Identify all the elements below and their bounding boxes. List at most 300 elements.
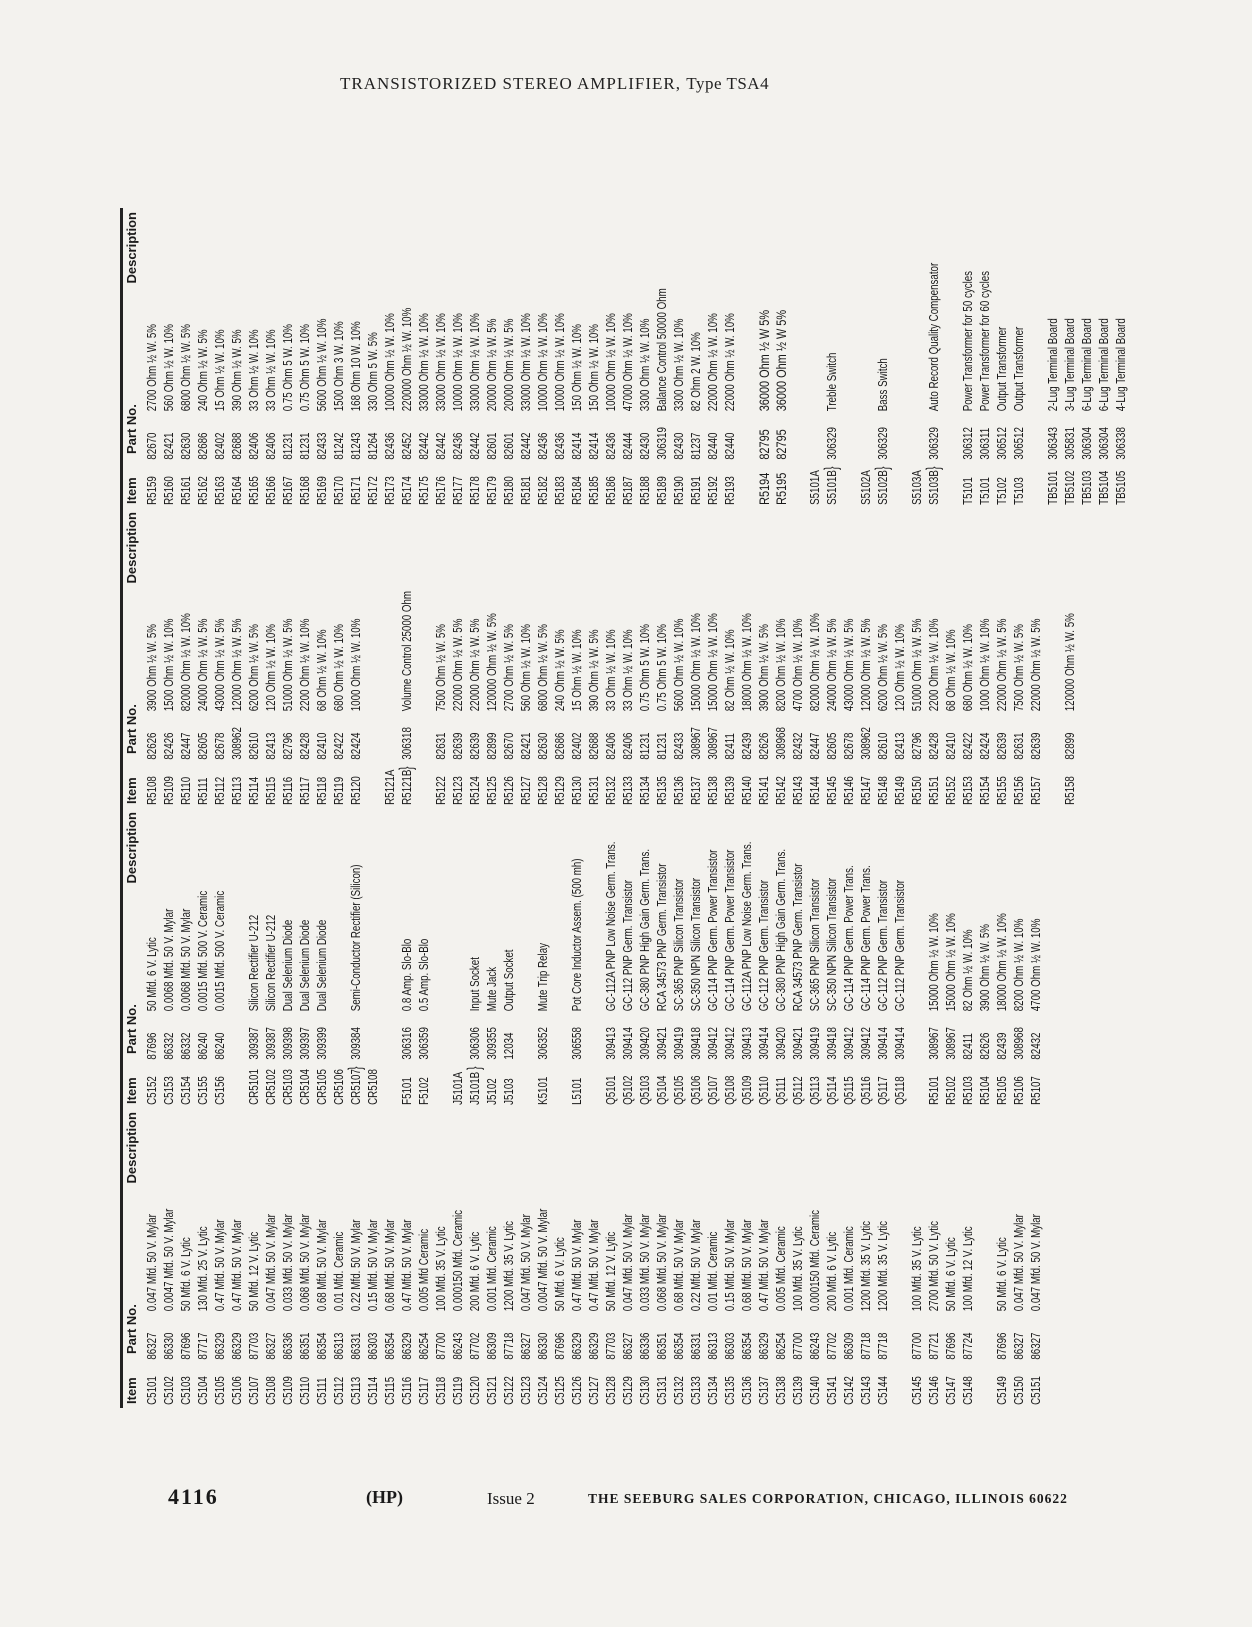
- part-description: 6800 Ohm ½ W. 5%: [536, 624, 550, 712]
- part-description: 240 Ohm ½ W. 5%: [196, 329, 210, 412]
- part-number: 82426: [162, 732, 176, 760]
- table-row: [739, 1108, 756, 1408]
- parts-list-table: [120, 208, 1130, 1408]
- table-row: [858, 208, 875, 508]
- part-description: 1200 Mfd. 35 V. Lytic: [876, 1220, 890, 1312]
- table-row: [1045, 208, 1062, 508]
- item-number: C5156: [213, 1076, 227, 1105]
- part-description: 0.68 Mfd. 50 V. Mylar: [383, 1219, 397, 1312]
- table-row: [926, 1108, 943, 1408]
- part-description: 0.033 Mfd. 50 V. Mylar: [638, 1214, 652, 1312]
- item-number: TB5101: [1046, 470, 1060, 505]
- table-row: [671, 208, 688, 508]
- part-description: 0.22 Mfd. 50 V. Mylar: [689, 1219, 703, 1312]
- part-number: 81231: [655, 732, 669, 760]
- part-number: 306329: [825, 427, 839, 460]
- item-number: C5129: [621, 1376, 635, 1405]
- part-description: 0.0015 Mfd. 500 V. Ceramic: [213, 890, 227, 1012]
- item-number: C5141: [825, 1376, 839, 1405]
- item-number: R5182: [536, 476, 550, 505]
- item-number: C5133: [689, 1376, 703, 1405]
- table-row: [416, 1108, 433, 1408]
- item-number: C5144: [876, 1376, 890, 1405]
- part-description: 0.000150 Mfd. Ceramic: [451, 1209, 465, 1312]
- table-row: [821, 208, 841, 508]
- item-number: Q5103: [638, 1075, 652, 1105]
- item-number: R5159: [145, 476, 159, 505]
- part-number: 86330: [536, 1332, 550, 1360]
- part-number: 309355: [485, 1027, 499, 1060]
- part-description: Semi-Conductor Rectifier (Silicon): [349, 864, 363, 1012]
- part-description: 0.01 Mfd. Ceramic: [332, 1231, 346, 1312]
- part-number: 309414: [757, 1027, 771, 1060]
- item-number: R5138: [706, 776, 720, 805]
- table-row: [195, 208, 212, 508]
- part-description: SC-365 PNP Silicon Transistor: [808, 878, 822, 1012]
- table-row: [280, 1108, 297, 1408]
- part-number: 309412: [706, 1027, 720, 1060]
- table-row: [875, 808, 892, 1108]
- table-row: [841, 508, 858, 808]
- part-description: 68 Ohm ½ W. 10%: [315, 629, 329, 712]
- table-row: [586, 508, 603, 808]
- part-number: 82428: [927, 732, 941, 760]
- part-number: 306512: [1012, 427, 1026, 460]
- item-number: TB5103: [1080, 470, 1094, 505]
- part-number: 82436: [383, 432, 397, 460]
- header-description: Description: [124, 812, 139, 884]
- grouping-brace: }: [345, 1066, 365, 1070]
- table-row: [297, 1108, 314, 1408]
- item-number: C5116: [400, 1376, 414, 1405]
- table-row: [923, 208, 943, 508]
- item-number: R5119: [332, 776, 346, 805]
- table-row: [297, 208, 314, 508]
- part-number: 309419: [808, 1027, 822, 1060]
- table-row: [280, 208, 297, 508]
- item-number: R5184: [570, 476, 584, 505]
- part-description: 8200 Ohm ½ W. 10%: [1012, 918, 1026, 1012]
- part-number: 82626: [145, 732, 159, 760]
- table-row: [909, 1108, 926, 1408]
- part-description: 0.5 Amp. Slo-Blo: [417, 938, 431, 1012]
- table-row: [620, 508, 637, 808]
- part-description: Output Transformer: [1012, 326, 1026, 412]
- item-number: C5139: [791, 1376, 805, 1405]
- part-description: Pot Core Inductor Assem. (500 mh): [570, 858, 584, 1012]
- part-number: 86329: [230, 1332, 244, 1360]
- item-number: R5165: [247, 476, 261, 505]
- item-number: K5101: [536, 1076, 550, 1105]
- part-description: 15000 Ohm ½ W. 10%: [706, 613, 720, 712]
- part-number: 309412: [859, 1027, 873, 1060]
- parts-column-2: [122, 808, 1122, 1108]
- item-number: R5147: [859, 776, 873, 805]
- item-number: F5102: [417, 1077, 431, 1105]
- part-number: 86336: [281, 1332, 295, 1360]
- part-number: 87702: [468, 1332, 482, 1360]
- part-number: 82402: [213, 432, 227, 460]
- item-number: CR5102: [264, 1069, 278, 1105]
- table-row: [518, 1108, 535, 1408]
- table-row: [382, 1108, 399, 1408]
- item-number: C5132: [672, 1376, 686, 1405]
- item-number: Q5106: [689, 1075, 703, 1105]
- header-item: Item: [124, 777, 139, 804]
- table-row: [178, 208, 195, 508]
- part-description: 330 Ohm 5 W. 5%: [366, 332, 380, 412]
- item-number: C5143: [859, 1376, 873, 1405]
- part-description: 0.047 Mfd. 50 V. Mylar: [145, 1214, 159, 1312]
- item-number: C5104: [196, 1376, 210, 1405]
- part-description: 0.47 Mfd. 50 V. Mylar: [400, 1219, 414, 1312]
- item-number: R5170: [332, 476, 346, 505]
- item-number: Q5107: [706, 1075, 720, 1105]
- part-description: 15000 Ohm ½ W. 10%: [944, 913, 958, 1012]
- part-description: 82000 Ohm ½ W. 10%: [179, 613, 193, 712]
- part-description: 18000 Ohm ½ W. 10%: [740, 613, 754, 712]
- part-description: 43000 Ohm ½ W. 5%: [842, 618, 856, 712]
- item-number: Q5111: [774, 1077, 788, 1105]
- part-number: 86254: [774, 1332, 788, 1360]
- table-row: [467, 1108, 484, 1408]
- part-number: 82631: [434, 732, 448, 760]
- part-description: 43000 Ohm ½ W. 5%: [213, 618, 227, 712]
- part-number: 306312: [961, 427, 975, 460]
- part-number: 309421: [791, 1027, 805, 1060]
- item-number: R5123: [451, 776, 465, 805]
- part-number: 87721: [927, 1332, 941, 1360]
- table-row: [960, 808, 977, 1108]
- item-number: R5157: [1029, 776, 1043, 805]
- part-description: 0.15 Mfd. 50 V. Mylar: [723, 1219, 737, 1312]
- item-number: R5160: [162, 476, 176, 505]
- table-row: [396, 508, 416, 808]
- part-number: 82796: [281, 732, 295, 760]
- part-description: GC-112 PNP Germ. Transistor: [893, 879, 907, 1012]
- item-number: S5103B: [927, 470, 941, 505]
- item-number: C5109: [281, 1376, 295, 1405]
- part-number: 82630: [536, 732, 550, 760]
- item-number: C5112: [332, 1376, 346, 1405]
- table-row: [977, 508, 994, 808]
- part-number: 309420: [638, 1027, 652, 1060]
- table-row: [1028, 508, 1045, 808]
- item-number: S5101B: [825, 470, 839, 505]
- item-number: R5152: [944, 776, 958, 805]
- part-number: 82688: [587, 732, 601, 760]
- table-row: [382, 508, 399, 808]
- item-number: C5145: [910, 1376, 924, 1405]
- header-part-no: Part No.: [124, 704, 139, 754]
- item-number: R5189: [655, 476, 669, 505]
- table-row: [212, 508, 229, 808]
- table-row: [909, 208, 926, 508]
- part-number: 81231: [298, 432, 312, 460]
- table-row: [688, 208, 705, 508]
- part-description: 7500 Ohm ½ W. 5%: [434, 624, 448, 712]
- part-number: 86313: [332, 1332, 346, 1360]
- table-row: [824, 1108, 841, 1408]
- table-row: [161, 208, 178, 508]
- part-number: 86332: [179, 1032, 193, 1060]
- table-row: [977, 808, 994, 1108]
- part-description: 2700 Ohm ½ W. 5%: [145, 324, 159, 412]
- table-row: [348, 1108, 365, 1408]
- part-description: 0.47 Mfd. 50 V. Mylar: [213, 1219, 227, 1312]
- part-number: 308967: [927, 1027, 941, 1060]
- part-description: 10000 Ohm ½ W. 10%: [604, 313, 618, 412]
- part-number: 82686: [196, 432, 210, 460]
- part-number: 82414: [587, 432, 601, 460]
- table-row: [212, 808, 229, 1108]
- item-number: J5101B: [468, 1071, 482, 1105]
- part-number: 82411: [723, 733, 737, 760]
- part-description: Output Socket: [502, 949, 516, 1012]
- part-number: 308967: [689, 727, 703, 760]
- part-number: 82447: [808, 732, 822, 760]
- table-row: [688, 508, 705, 808]
- table-row: [790, 1108, 807, 1408]
- item-number: C5123: [519, 1376, 533, 1405]
- item-number: C5142: [842, 1376, 856, 1405]
- part-number: 86336: [638, 1332, 652, 1360]
- part-description: 3300 Ohm ½ W. 10%: [638, 318, 652, 412]
- item-number: R5104: [978, 1076, 992, 1105]
- item-number: Q5112: [791, 1076, 805, 1105]
- part-number: 306304: [1080, 427, 1094, 460]
- table-row: [552, 508, 569, 808]
- item-number: R5154: [978, 776, 992, 805]
- item-number: Q5105: [672, 1075, 686, 1105]
- part-number: 82678: [213, 732, 227, 760]
- item-number: R5110: [179, 776, 193, 805]
- part-number: 86354: [740, 1332, 754, 1360]
- title-type: Type TSA4: [686, 74, 770, 93]
- item-number: R5136: [672, 776, 686, 805]
- part-number: 309414: [621, 1027, 635, 1060]
- part-number: 86327: [621, 1332, 635, 1360]
- table-row: [1062, 208, 1079, 508]
- part-description: GC-112A PNP Low Noise Germ. Trans.: [740, 841, 754, 1012]
- table-row: [756, 808, 773, 1108]
- part-number: 82406: [604, 732, 618, 760]
- item-number: C5127: [587, 1376, 601, 1405]
- page-title: [340, 74, 769, 94]
- part-description: 6-Lug Terminal Board: [1080, 318, 1094, 412]
- table-row: [671, 808, 688, 1108]
- table-row: [960, 208, 977, 508]
- part-description: Power Transformer for 50 cycles: [961, 270, 975, 412]
- part-description: 51000 Ohm ½ W. 5%: [281, 618, 295, 712]
- item-number: T5101: [978, 477, 992, 505]
- item-number: C5155: [196, 1076, 210, 1105]
- part-description: 100 Mfd. 35 V. Lytic: [434, 1226, 448, 1312]
- part-description: 560 Ohm ½ W. 10%: [519, 624, 533, 712]
- item-number: R5131: [587, 776, 601, 805]
- table-row: [535, 508, 552, 808]
- part-number: 308968: [774, 727, 788, 760]
- table-row: [195, 1108, 212, 1408]
- part-number: 81231: [281, 432, 295, 460]
- part-number: 309419: [672, 1027, 686, 1060]
- part-description: 120 Ohm ½ W. 10%: [264, 624, 278, 712]
- part-number: 309418: [825, 1027, 839, 1060]
- issue-label: Issue 2: [487, 1489, 535, 1508]
- part-description: 0.0047 Mfd. 50 V. Mylar: [536, 1208, 550, 1312]
- item-number: R5185: [587, 476, 601, 505]
- table-row: [348, 208, 365, 508]
- part-description: 20000 Ohm ½ W. 5%: [485, 318, 499, 412]
- part-number: 82442: [434, 432, 448, 460]
- part-number: 12034: [502, 1032, 516, 1060]
- part-description: 5600 Ohm ½ W. 10%: [315, 318, 329, 412]
- table-row: [1011, 508, 1028, 808]
- part-number: 82601: [502, 432, 516, 460]
- part-description: 0.047 Mfd. 50 V. Mylar: [264, 1214, 278, 1312]
- table-row: [161, 808, 178, 1108]
- part-number: 82639: [451, 732, 465, 760]
- part-number: 309397: [298, 1027, 312, 1060]
- item-number: Q5116: [859, 1076, 873, 1105]
- part-description: 0.033 Mfd. 50 V. Mylar: [281, 1214, 295, 1312]
- part-description: Output Transformer: [995, 326, 1009, 412]
- table-row: [807, 808, 824, 1108]
- part-description: 22000 Ohm ½ W. 5%: [1029, 618, 1043, 712]
- table-row: [1011, 208, 1028, 508]
- part-number: 81237: [689, 432, 703, 460]
- part-description: 150 Ohm ½ W. 10%: [570, 324, 584, 412]
- table-row: [637, 808, 654, 1108]
- item-number: R5140: [740, 776, 754, 805]
- part-description: 33000 Ohm ½ W. 10%: [434, 313, 448, 412]
- part-number: 306304: [1097, 427, 1111, 460]
- part-number: 86240: [196, 1032, 210, 1060]
- part-number: 309399: [315, 1027, 329, 1060]
- part-number: 309413: [740, 1027, 754, 1060]
- part-description: 0.75 Ohm 5 W. 10%: [298, 324, 312, 412]
- part-number: 87718: [859, 1332, 873, 1360]
- table-row: [178, 508, 195, 808]
- item-number: Q5109: [740, 1075, 754, 1105]
- item-number: R5116: [281, 776, 295, 805]
- table-row: [552, 208, 569, 508]
- part-number: 82436: [451, 432, 465, 460]
- item-number: C5137: [757, 1376, 771, 1405]
- table-row: [161, 508, 178, 808]
- part-description: RCA 34573 PNP Germ. Transistor: [791, 863, 805, 1012]
- part-number: 86327: [145, 1332, 159, 1360]
- part-description: 24000 Ohm ½ W. 5%: [825, 618, 839, 712]
- item-number: R5134: [638, 776, 652, 805]
- part-description: 3900 Ohm ½ W. 5%: [978, 924, 992, 1012]
- part-description: 0.068 Mfd. 50 V. Mylar: [655, 1214, 669, 1312]
- item-number: R5192: [706, 476, 720, 505]
- item-number: R5190: [672, 476, 686, 505]
- part-number: 86309: [842, 1332, 856, 1360]
- item-number: C5103: [179, 1376, 193, 1405]
- part-description: 0.47 Mfd. 50 V. Mylar: [570, 1219, 584, 1312]
- table-row: [943, 508, 960, 808]
- header-part-no: Part No.: [124, 1304, 139, 1354]
- item-number: R5176: [434, 476, 448, 505]
- part-number: 305831: [1063, 427, 1077, 460]
- part-description: 130 Mfd. 25 V. Lytic: [196, 1226, 210, 1312]
- table-row: [484, 208, 501, 508]
- table-row: [246, 1108, 263, 1408]
- part-number: 82414: [570, 432, 584, 460]
- part-number: 87696: [995, 1332, 1009, 1360]
- part-number: 309387: [264, 1027, 278, 1060]
- grouping-brace: }: [923, 466, 943, 470]
- part-description: Balance Control 50000 Ohm: [655, 288, 669, 412]
- part-description: 10000 Ohm ½ W. 10%: [451, 313, 465, 412]
- table-row: [841, 1108, 858, 1408]
- part-number: 82626: [978, 1032, 992, 1060]
- table-row: [280, 508, 297, 808]
- part-description: 3300 Ohm ½ W. 10%: [672, 318, 686, 412]
- part-description: 0.001 Mfd. Ceramic: [485, 1226, 499, 1312]
- item-number: R5117: [298, 776, 312, 805]
- part-description: 0.8 Amp. Slo-Blo: [400, 938, 414, 1012]
- item-number: R5108: [145, 776, 159, 805]
- table-row: [722, 1108, 739, 1408]
- item-number: T5102: [995, 477, 1009, 505]
- table-row: [586, 1108, 603, 1408]
- table-row: [620, 808, 637, 1108]
- part-description: 0.068 Mfd. 50 V. Mylar: [298, 1214, 312, 1312]
- part-number: 82899: [485, 732, 499, 760]
- item-number: C5120: [468, 1376, 482, 1405]
- part-number: 87700: [791, 1332, 805, 1360]
- part-number: 82421: [162, 432, 176, 460]
- item-number: R5109: [162, 776, 176, 805]
- part-number: 86354: [672, 1332, 686, 1360]
- table-row: [144, 808, 161, 1108]
- part-description: 100 Mfd. 35 V. Lytic: [791, 1226, 805, 1312]
- part-number: 82413: [264, 732, 278, 760]
- part-number: 82421: [519, 732, 533, 760]
- item-number: C5124: [536, 1376, 550, 1405]
- part-number: 82601: [485, 432, 499, 460]
- item-number: R5181: [519, 476, 533, 505]
- part-number: 82410: [315, 732, 329, 760]
- header-description: Description: [124, 212, 139, 284]
- table-row: [654, 808, 671, 1108]
- table-row: [926, 508, 943, 808]
- table-row: [365, 1108, 382, 1408]
- part-number: 86354: [383, 1332, 397, 1360]
- part-description: 0.001 Mfd. Ceramic: [842, 1226, 856, 1312]
- part-description: 680 Ohm ½ W. 10%: [961, 624, 975, 712]
- item-number: R5146: [842, 776, 856, 805]
- part-number: 82796: [910, 732, 924, 760]
- table-row: [501, 1108, 518, 1408]
- item-number: R5162: [196, 476, 210, 505]
- item-number: R5103: [961, 1076, 975, 1105]
- part-description: 10000 Ohm ½ W. 10%: [553, 313, 567, 412]
- part-number: 87703: [604, 1332, 618, 1360]
- part-description: 150 Ohm ½ W. 10%: [587, 324, 601, 412]
- item-number: C5121: [485, 1376, 499, 1405]
- header-description: Description: [124, 512, 139, 584]
- part-description: 120000 Ohm ½ W. 5%: [485, 613, 499, 712]
- item-number: R5137: [689, 776, 703, 805]
- part-description: 33 Ohm ½ W. 10%: [621, 629, 635, 712]
- table-row: [144, 508, 161, 808]
- item-number: C5138: [774, 1376, 788, 1405]
- part-number: 86313: [706, 1332, 720, 1360]
